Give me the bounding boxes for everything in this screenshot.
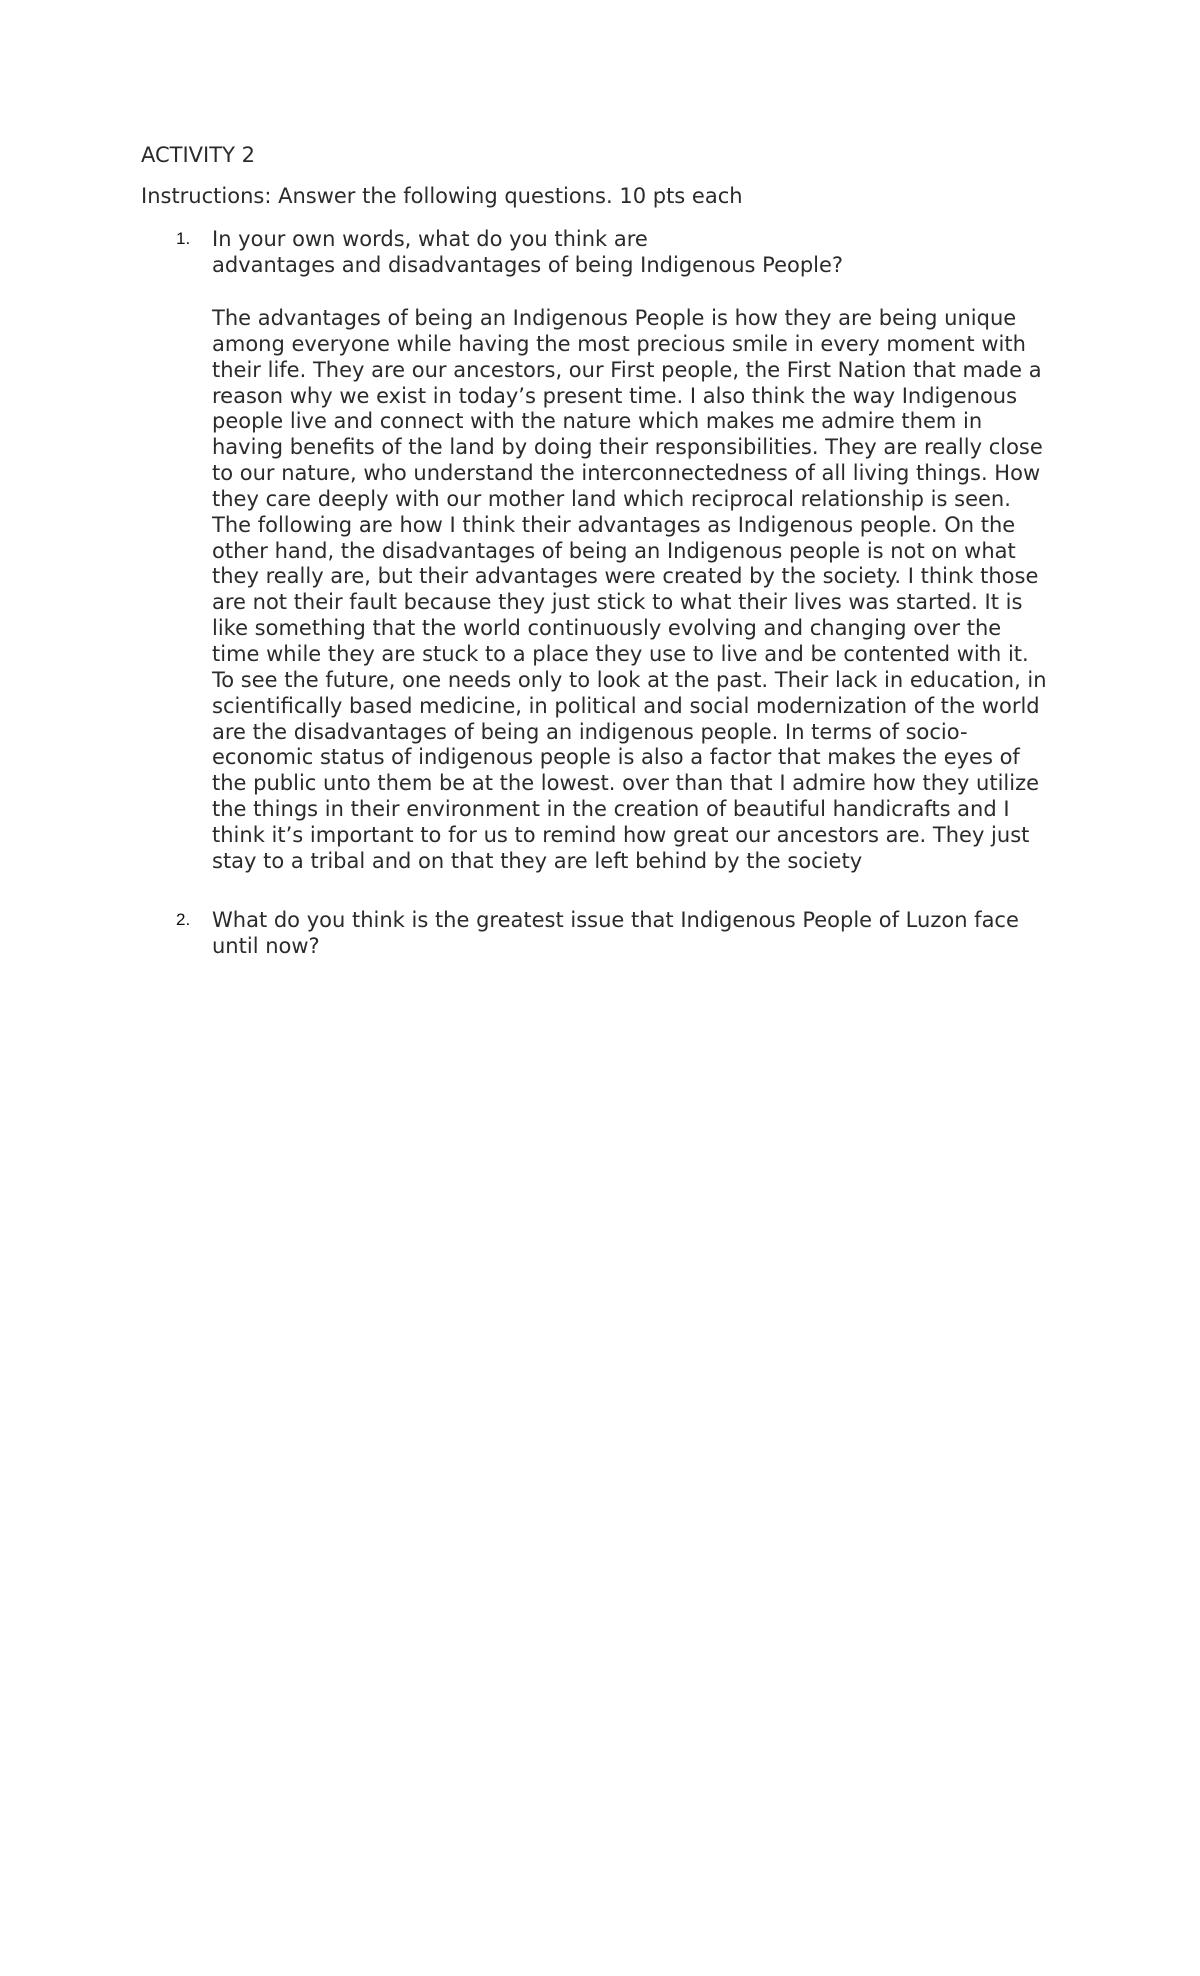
question-number: 1. xyxy=(176,229,191,248)
instructions-text: Instructions: Answer the following questions. 10 pts each xyxy=(141,184,743,208)
question-text: What do you think is the greatest issue that Indigenous People of Luzon face until now? xyxy=(212,908,1019,958)
answer-text: The advantages of being an Indigenous People is how they are being unique among everyone while having the most precious smile in every moment with their life. They are our ancestors, our First people, the First Nation that made a reason why we exist in today’s present time. I also think the way Indigenous people live and connect with the nature which makes me admire them in having benefits of the land by doing their responsibilities. They are really close to our nature, who understand the interconnectedness of all living things. How they care deeply with our mother land which reciprocal relationship is seen. The following are how I think their advantages as Indigenous people. On the other hand, the disadvantages of being an Indigenous people is not on what they really are, but their advantages were created by the society. I think those are not their fault because they just stick to what their lives was started. It is like something that the world continuously evolving and changing over the time while they are stuck to a place they use to live and be contented with it. To see the future, one needs only to look at the past. Their lack in education, in scientifically based medicine, in political and social modernization of the world are the disadvantages of being an indigenous people. In terms of socio- economic status of indigenous people is also a factor that makes the eyes of the public unto them be at the lowest. over than that I admire how they utilize the things in their environment in the creation of beautiful handicrafts and I think it’s important to for us to remind how great our ancestors are. They just stay to a tribal and on that they are left behind by the society xyxy=(212,306,1047,873)
activity-title: ACTIVITY 2 xyxy=(141,143,255,167)
question-text: In your own words, what do you think are advantages and disadvantages of being Indigenous People? xyxy=(212,227,844,277)
question-number: 2. xyxy=(176,910,191,929)
